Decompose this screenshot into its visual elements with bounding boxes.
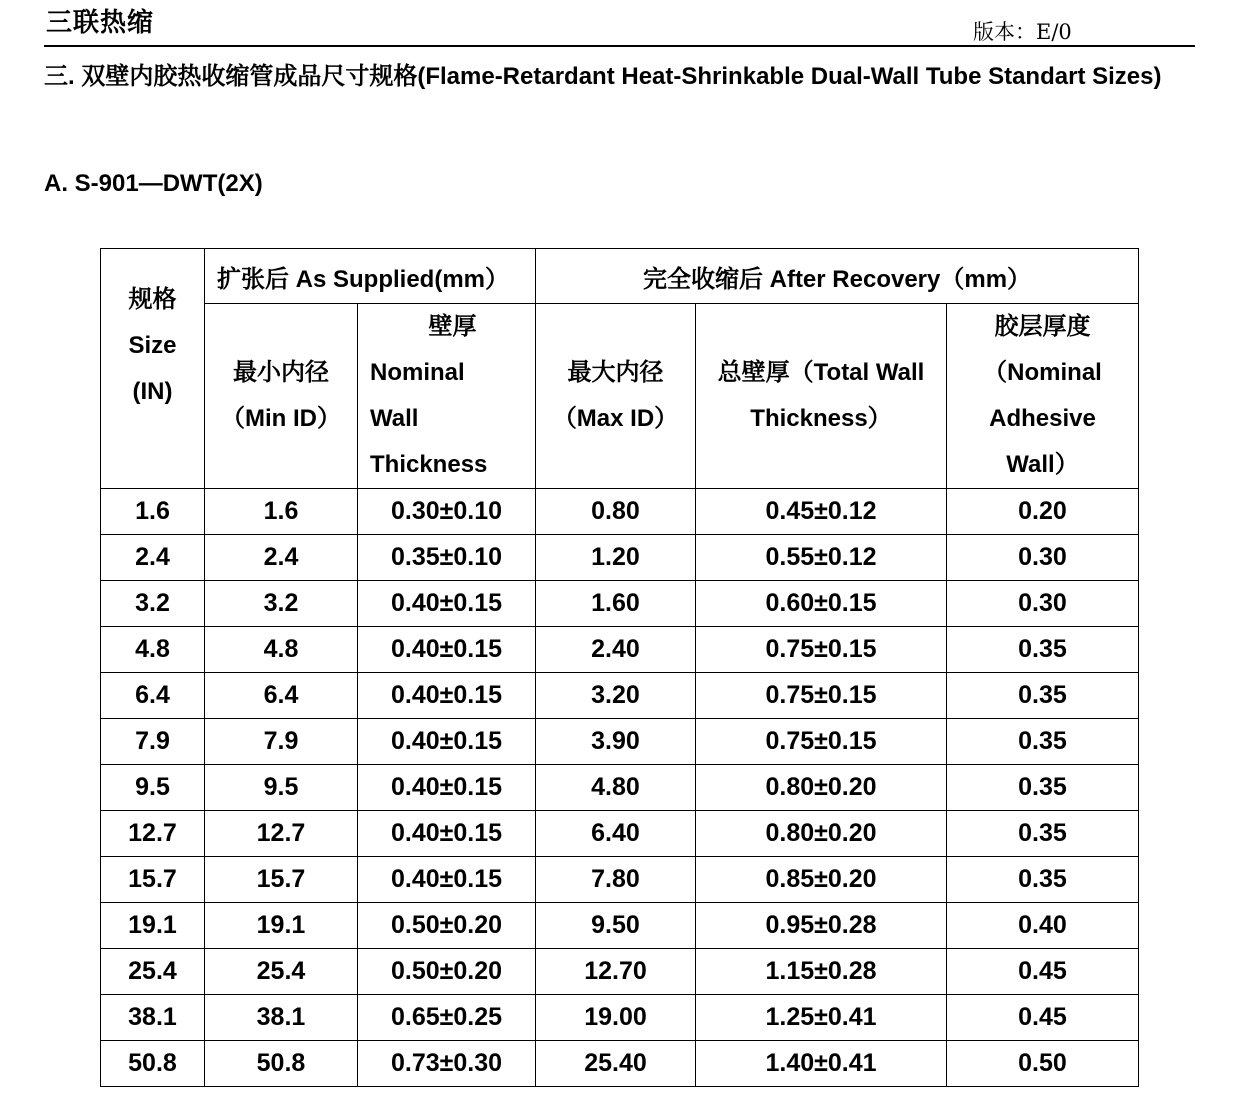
table-row [101, 949, 1139, 995]
cell-size: 38.1 [101, 995, 205, 1041]
cell-size: 25.4 [101, 949, 205, 995]
cell-size: 1.6 [101, 489, 205, 535]
cell-max-id: 3.20 [536, 673, 696, 719]
cell-max-id: 19.00 [536, 995, 696, 1041]
cell-max-id: 12.70 [536, 949, 696, 995]
cell-total-wall: 0.95±0.28 [696, 903, 947, 949]
table-row [101, 673, 1139, 719]
header-as-supplied: 扩张后 As Supplied(mm） [205, 249, 536, 304]
cell-nominal-wall: 0.40±0.15 [358, 811, 536, 857]
cell-nominal-wall: 0.65±0.25 [358, 995, 536, 1041]
cell-min-id: 4.8 [205, 627, 358, 673]
cell-max-id: 6.40 [536, 811, 696, 857]
cell-total-wall: 0.75±0.15 [696, 719, 947, 765]
cell-min-id: 12.7 [205, 811, 358, 857]
cell-total-wall: 0.80±0.20 [696, 765, 947, 811]
cell-min-id: 6.4 [205, 673, 358, 719]
table-row [101, 719, 1139, 765]
cell-total-wall: 1.15±0.28 [696, 949, 947, 995]
cell-min-id: 7.9 [205, 719, 358, 765]
cell-min-id: 19.1 [205, 903, 358, 949]
header-after-recovery: 完全收缩后 After Recovery（mm） [536, 249, 1139, 304]
cell-max-id: 3.90 [536, 719, 696, 765]
cell-nominal-wall: 0.73±0.30 [358, 1041, 536, 1087]
cell-adhesive-wall: 0.30 [947, 535, 1139, 581]
cell-nominal-wall: 0.40±0.15 [358, 627, 536, 673]
cell-size: 4.8 [101, 627, 205, 673]
cell-adhesive-wall: 0.35 [947, 765, 1139, 811]
cell-max-id: 2.40 [536, 627, 696, 673]
company-name: 三联热缩 [46, 8, 155, 38]
cell-total-wall: 1.25±0.41 [696, 995, 947, 1041]
cell-total-wall: 0.45±0.12 [696, 489, 947, 535]
cell-max-id: 4.80 [536, 765, 696, 811]
table-row [101, 627, 1139, 673]
header-min-id: 最小内径 （Min ID） [205, 304, 358, 489]
cell-adhesive-wall: 0.20 [947, 489, 1139, 535]
table-row [101, 995, 1139, 1041]
cell-min-id: 1.6 [205, 489, 358, 535]
cell-size: 2.4 [101, 535, 205, 581]
cell-min-id: 3.2 [205, 581, 358, 627]
cell-min-id: 25.4 [205, 949, 358, 995]
table-row [101, 535, 1139, 581]
cell-size: 50.8 [101, 1041, 205, 1087]
cell-total-wall: 0.80±0.20 [696, 811, 947, 857]
cell-adhesive-wall: 0.50 [947, 1041, 1139, 1087]
cell-total-wall: 0.60±0.15 [696, 581, 947, 627]
cell-nominal-wall: 0.40±0.15 [358, 765, 536, 811]
version-label: 版本：E/0 [973, 20, 1072, 44]
cell-adhesive-wall: 0.35 [947, 857, 1139, 903]
table-row [101, 1041, 1139, 1087]
cell-size: 7.9 [101, 719, 205, 765]
cell-size: 9.5 [101, 765, 205, 811]
cell-size: 19.1 [101, 903, 205, 949]
cell-adhesive-wall: 0.35 [947, 719, 1139, 765]
cell-adhesive-wall: 0.35 [947, 673, 1139, 719]
cell-adhesive-wall: 0.40 [947, 903, 1139, 949]
cell-adhesive-wall: 0.30 [947, 581, 1139, 627]
header-total-wall: 总壁厚（Total Wall Thickness） [696, 304, 947, 489]
cell-max-id: 1.20 [536, 535, 696, 581]
cell-adhesive-wall: 0.45 [947, 995, 1139, 1041]
cell-adhesive-wall: 0.35 [947, 811, 1139, 857]
table-row [101, 581, 1139, 627]
cell-total-wall: 0.75±0.15 [696, 627, 947, 673]
cell-nominal-wall: 0.40±0.15 [358, 581, 536, 627]
table-row [101, 903, 1139, 949]
cell-min-id: 38.1 [205, 995, 358, 1041]
section-title: 三. 双壁内胶热收缩管成品尺寸规格(Flame-Retardant Heat-Shrinkable Dual-Wall Tube Standart Sizes) [44, 63, 1162, 90]
cell-max-id: 1.60 [536, 581, 696, 627]
cell-adhesive-wall: 0.45 [947, 949, 1139, 995]
cell-total-wall: 0.55±0.12 [696, 535, 947, 581]
cell-nominal-wall: 0.50±0.20 [358, 949, 536, 995]
cell-max-id: 7.80 [536, 857, 696, 903]
cell-max-id: 9.50 [536, 903, 696, 949]
header-max-id: 最大内径 （Max ID） [536, 304, 696, 489]
spec-table [100, 248, 1139, 1087]
header-adhesive-wall: 胶层厚度 （Nominal Adhesive Wall） [947, 304, 1139, 489]
table-row [101, 489, 1139, 535]
header-divider [44, 45, 1195, 47]
cell-nominal-wall: 0.40±0.15 [358, 857, 536, 903]
subsection-title: A. S-901—DWT(2X) [44, 170, 263, 197]
cell-nominal-wall: 0.40±0.15 [358, 719, 536, 765]
cell-min-id: 15.7 [205, 857, 358, 903]
cell-max-id: 0.80 [536, 489, 696, 535]
cell-nominal-wall: 0.35±0.10 [358, 535, 536, 581]
cell-nominal-wall: 0.40±0.15 [358, 673, 536, 719]
cell-nominal-wall: 0.30±0.10 [358, 489, 536, 535]
cell-min-id: 2.4 [205, 535, 358, 581]
table-row [101, 765, 1139, 811]
cell-total-wall: 1.40±0.41 [696, 1041, 947, 1087]
cell-max-id: 25.40 [536, 1041, 696, 1087]
table-row [101, 811, 1139, 857]
cell-size: 15.7 [101, 857, 205, 903]
cell-min-id: 9.5 [205, 765, 358, 811]
cell-size: 12.7 [101, 811, 205, 857]
cell-total-wall: 0.75±0.15 [696, 673, 947, 719]
cell-adhesive-wall: 0.35 [947, 627, 1139, 673]
cell-size: 6.4 [101, 673, 205, 719]
header-nominal-wall: 壁厚 Nominal Wall Thickness [358, 304, 536, 489]
cell-min-id: 50.8 [205, 1041, 358, 1087]
cell-total-wall: 0.85±0.20 [696, 857, 947, 903]
cell-nominal-wall: 0.50±0.20 [358, 903, 536, 949]
cell-size: 3.2 [101, 581, 205, 627]
header-size: 规格 Size (IN) [101, 249, 205, 489]
table-row [101, 857, 1139, 903]
